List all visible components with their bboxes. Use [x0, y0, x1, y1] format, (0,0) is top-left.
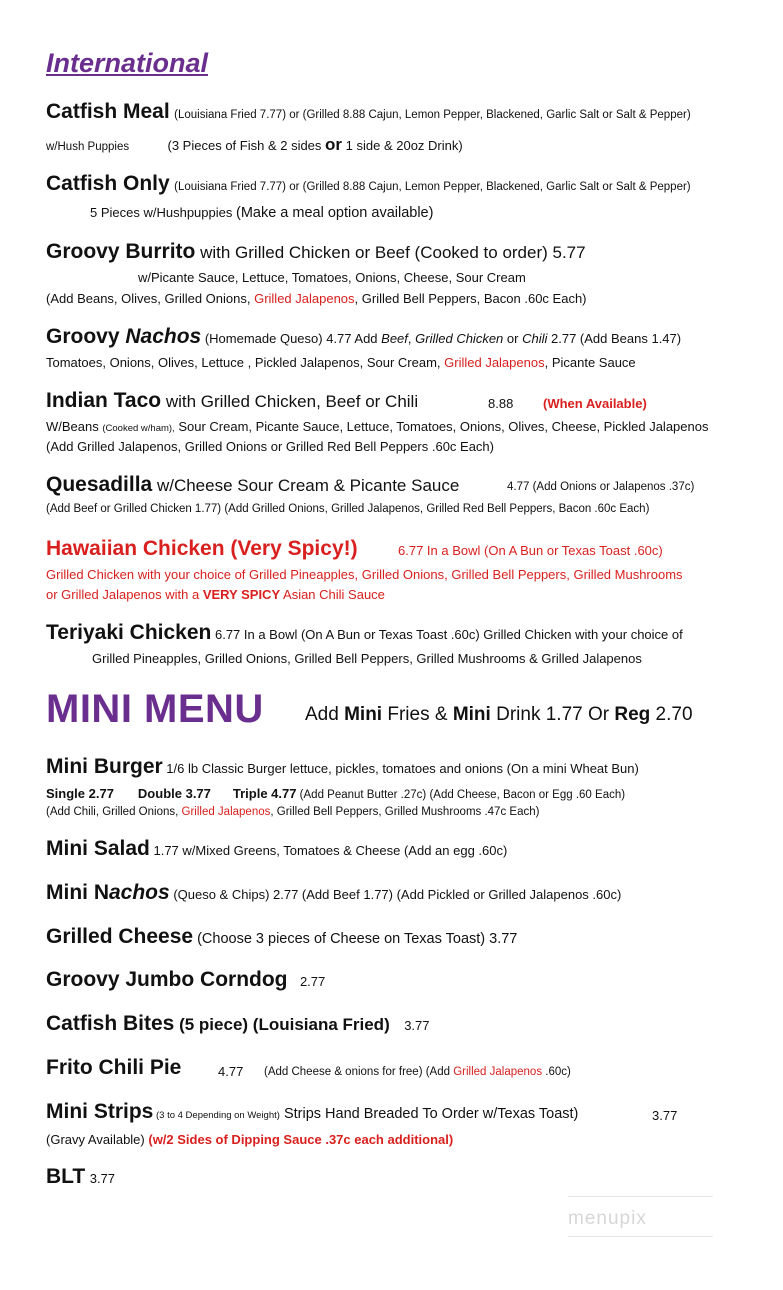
item-detail: Grilled Chicken [415, 331, 504, 346]
item-name: Grilled Cheese [46, 925, 194, 948]
teriyaki-chicken-line2: Grilled Pineapples, Grilled Onions, Grilled Bell Peppers, Grilled Mushrooms & Grilled Jalapenos [92, 651, 642, 666]
mini-burger-line3 [46, 806, 539, 818]
item-name: Catfish Bites [46, 1012, 175, 1035]
item-detail: with Grilled Chicken, Beef or Chili [161, 392, 419, 411]
quesadilla-line2: (Add Beef or Grilled Chicken 1.77) (Add Grilled Onions, Grilled Jalapenos, Grilled Red Bell Peppers, Bacon .60c Each) [46, 503, 650, 515]
item-note: 1 side & 20oz Drink) [342, 138, 463, 153]
item-note: (Add Peanut Butter .27c) (Add Cheese, Bacon or Egg .60 Each) [296, 789, 626, 801]
item-detail: 1.77 w/Mixed Greens, Tomatoes & Cheese (Add an egg .60c) [149, 843, 508, 858]
item-name: Catfish Only [46, 172, 170, 195]
menu-item-catfish-bites [46, 1012, 430, 1036]
watermark: menupix [568, 1208, 647, 1229]
item-note: 5 Pieces w/Hushpuppies [90, 205, 236, 220]
item-note: w/Hush Puppies [46, 141, 130, 153]
addon-text-bold: Reg [614, 704, 651, 725]
item-name: Quesadilla [46, 473, 153, 496]
item-price: 2.77 [299, 974, 326, 989]
item-detail: (Louisiana Fried 7.77) or (Grilled 8.88 Cajun, Lemon Pepper, Blackened, Garlic Salt or Salt & Pepper) [174, 109, 691, 121]
item-note-red: Grilled Jalapenos [453, 1066, 543, 1078]
quesadilla-price: 4.77 (Add Onions or Jalapenos .37c) [507, 481, 695, 493]
item-detail: , [407, 331, 416, 346]
item-name: BLT [46, 1165, 86, 1188]
price-triple: Triple 4.77 [232, 786, 297, 801]
menu-item-groovy-nachos [46, 325, 681, 349]
catfish-meal-line2 [46, 135, 463, 155]
item-name: Teriyaki Chicken [46, 621, 212, 644]
item-note: (Gravy Available) [46, 1132, 149, 1147]
item-name: Groovy Burrito [46, 240, 196, 263]
item-detail: w/Cheese Sour Cream & Picante Sauce [152, 476, 460, 495]
item-detail: (Louisiana Fried 7.77) or (Grilled 8.88 Cajun, Lemon Pepper, Blackened, Garlic Salt or Salt & Pepper) [174, 181, 691, 193]
menu-item-frito-chili-pie: Frito Chili Pie [46, 1056, 182, 1079]
menu-item-mini-nachos [46, 881, 621, 905]
menu-item-mini-burger [46, 755, 639, 779]
menu-item-groovy-burrito [46, 240, 586, 264]
indian-taco-availability: (When Available) [543, 396, 647, 411]
groovy-burrito-line3 [46, 291, 587, 306]
menu-item-grilled-cheese [46, 925, 517, 949]
item-detail: 6.77 In a Bowl (On A Bun or Texas Toast .60c) Grilled Chicken with your choice of [211, 627, 683, 642]
indian-taco-line2 [46, 419, 708, 434]
item-note-small: (Cooked w/ham), [102, 423, 175, 434]
item-note: .60c) [542, 1066, 571, 1078]
item-note-red: or Grilled Jalapenos with a [46, 587, 203, 602]
item-note: (Make a meal option available) [235, 205, 434, 221]
item-note: , Picante Sauce [544, 355, 636, 370]
mini-menu-addon [305, 704, 693, 726]
menu-item-quesadilla [46, 473, 459, 497]
item-detail: (Queso & Chips) 2.77 (Add Beef 1.77) (Add Pickled or Grilled Jalapenos .60c) [169, 887, 622, 902]
indian-taco-price: 8.88 [488, 396, 514, 411]
menu-item-catfish-only [46, 172, 691, 196]
item-name: Mini Strips [46, 1100, 154, 1123]
item-name-italic: achos [109, 881, 170, 904]
addon-text: Fries & [382, 704, 453, 725]
item-detail: 1/6 lb Classic Burger lettuce, pickles, tomatoes and onions (On a mini Wheat Bun) [162, 761, 639, 776]
item-detail: Strips Hand Breaded To Order w/Texas Toast) [279, 1106, 579, 1122]
item-price: 3.77 [404, 1018, 430, 1033]
item-name: Catfish Meal [46, 100, 170, 123]
menu-item-teriyaki-chicken [46, 621, 683, 645]
addon-text-bold: Mini [452, 704, 491, 725]
menu-item-mini-strips [46, 1100, 578, 1124]
mini-burger-line2 [46, 786, 625, 801]
item-note: (Add Chili, Grilled Onions, [46, 806, 182, 818]
menu-item-catfish-meal [46, 100, 691, 124]
item-note: W/Beans [46, 419, 103, 434]
item-note: (3 Pieces of Fish & 2 sides [167, 138, 326, 153]
item-detail: with Grilled Chicken or Beef (Cooked to order) 5.77 [195, 243, 586, 262]
section-title-international: International [46, 48, 209, 78]
item-detail: Chili [522, 331, 548, 346]
item-name: Groovy Jumbo Corndog [46, 968, 288, 991]
price-single: Single 2.77 [46, 786, 114, 801]
item-note: (Add Cheese & onions for free) (Add [264, 1066, 454, 1078]
menu-item-mini-salad [46, 837, 507, 861]
frito-chili-pie-price: 4.77 [218, 1064, 244, 1079]
item-detail: (Homemade Queso) 4.77 Add [201, 331, 382, 346]
item-note: or [325, 135, 343, 154]
item-note-red-bold: VERY SPICY [202, 587, 281, 602]
item-name: Indian Taco [46, 389, 162, 412]
item-note-red: Asian Chili Sauce [280, 587, 385, 602]
hawaiian-chicken-line2: Grilled Chicken with your choice of Grilled Pineapples, Grilled Onions, Grilled Bell Peppers, Grilled Mushrooms [46, 567, 683, 582]
item-note: (Add Beans, Olives, Grilled Onions, [46, 291, 255, 306]
groovy-nachos-line2 [46, 355, 636, 370]
hawaiian-chicken-line3 [46, 587, 385, 602]
groovy-burrito-line2: w/Picante Sauce, Lettuce, Tomatoes, Onions, Cheese, Sour Cream [138, 270, 526, 285]
hawaiian-chicken-detail: 6.77 In a Bowl (On A Bun or Texas Toast .60c) [398, 543, 663, 558]
menu-item-hawaiian-chicken: Hawaiian Chicken (Very Spicy!) [46, 537, 358, 560]
addon-text: 2.70 [650, 704, 693, 725]
item-note: Sour Cream, Picante Sauce, Lettuce, Tomatoes, Onions, Olives, Cheese, Pickled Jalapenos [174, 419, 709, 434]
item-note: Tomatoes, Onions, Olives, Lettuce , Pickled Jalapenos, Sour Cream, [46, 355, 445, 370]
addon-text: Add [305, 704, 345, 725]
menu-item-indian-taco [46, 389, 418, 413]
item-name-italic: Nachos [125, 325, 202, 348]
item-name: Mini Salad [46, 837, 150, 860]
mini-strips-line2 [46, 1132, 453, 1147]
watermark-rule [568, 1196, 713, 1197]
menu-item-corndog [46, 968, 325, 992]
item-note: , Grilled Bell Peppers, Grilled Mushrooms .47c Each) [270, 806, 540, 818]
watermark-rule [568, 1236, 713, 1237]
addon-text: Drink 1.77 Or [490, 704, 615, 725]
item-note: , Grilled Bell Peppers, Bacon .60c Each) [354, 291, 587, 306]
menu-item-blt [46, 1165, 115, 1189]
mini-strips-price: 3.77 [652, 1108, 678, 1123]
catfish-only-line2 [90, 204, 433, 222]
item-detail: or [503, 331, 523, 346]
item-name: Groovy [46, 325, 126, 348]
indian-taco-line3: (Add Grilled Jalapenos, Grilled Onions or Grilled Red Bell Peppers .60c Each) [46, 439, 494, 454]
item-name: Mini N [46, 881, 109, 904]
price-double: Double 3.77 [137, 786, 211, 801]
item-detail: Beef [381, 331, 408, 346]
item-note-red: Grilled Jalapenos [254, 291, 355, 306]
item-note-red: Grilled Jalapenos [181, 806, 271, 818]
item-note-small: (3 to 4 Depending on Weight) [153, 1110, 280, 1121]
item-detail-bold: (5 piece) (Louisiana Fried) [174, 1015, 390, 1034]
item-detail: (Choose 3 pieces of Cheese on Texas Toast) 3.77 [193, 931, 518, 947]
section-title-mini-menu: MINI MENU [46, 687, 264, 731]
item-detail: 2.77 (Add Beans 1.47) [547, 331, 682, 346]
addon-text-bold: Mini [344, 704, 383, 725]
item-price: 3.77 [89, 1171, 116, 1186]
item-name: Mini Burger [46, 755, 163, 778]
item-note-red-bold: (w/2 Sides of Dipping Sauce .37c each additional) [148, 1132, 454, 1147]
frito-chili-pie-detail [264, 1066, 571, 1078]
item-note-red: Grilled Jalapenos [444, 355, 545, 370]
